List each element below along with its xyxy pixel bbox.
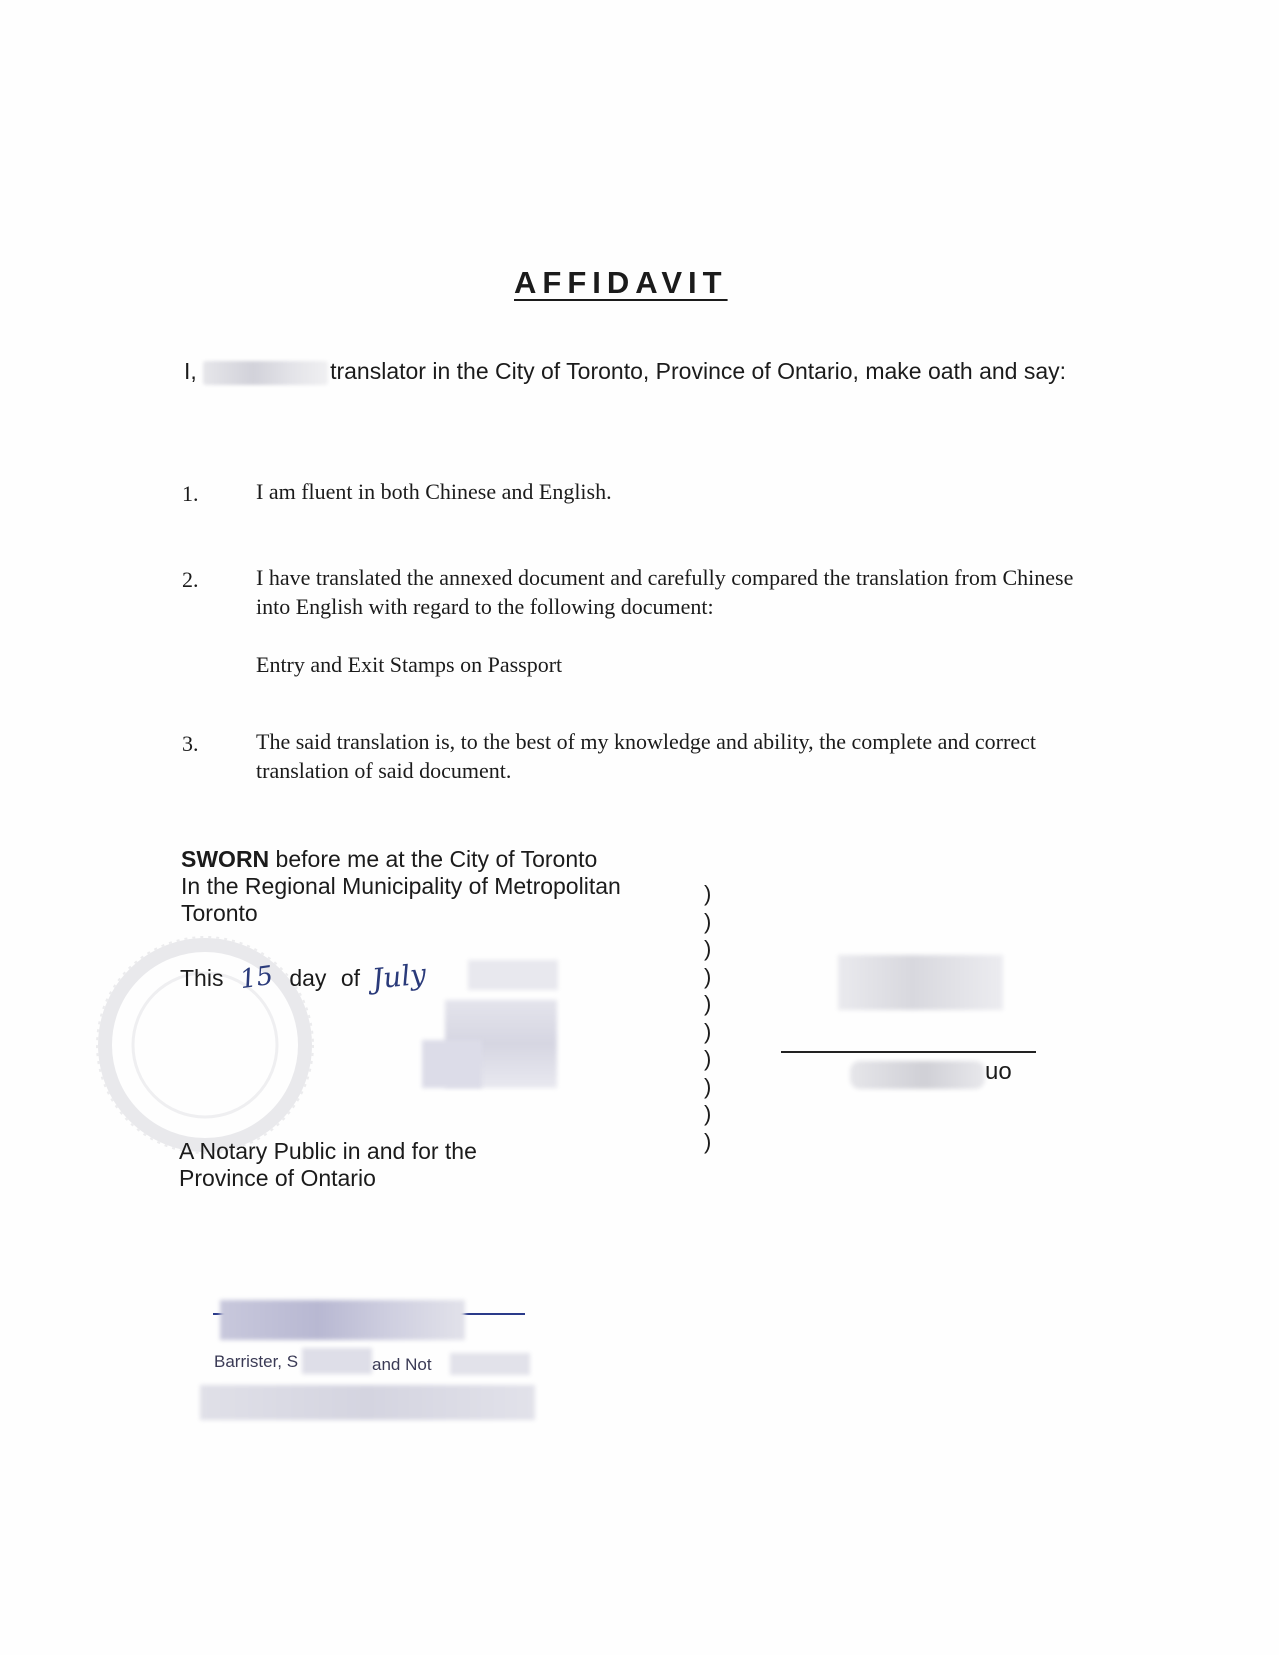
redacted-notary-signature	[468, 960, 558, 990]
item-text: The said translation is, to the best of my knowledge and ability, the complete and correct translation of said document.	[256, 729, 1036, 783]
item-text: I am fluent in both Chinese and English.	[256, 479, 612, 504]
this-label: This	[180, 965, 224, 991]
paren: )	[704, 991, 712, 1016]
translator-name-fragment: uo	[985, 1058, 1012, 1085]
handwritten-month: July	[370, 957, 428, 996]
of-label: of	[340, 965, 360, 991]
document-title: AFFIDAVIT	[514, 265, 728, 300]
notary-line1: A Notary Public in and for the	[179, 1138, 477, 1164]
parenthesis-column	[704, 880, 711, 1155]
redacted-stamp-text	[302, 1348, 372, 1374]
sworn-bold: SWORN	[181, 846, 270, 872]
sworn-block	[181, 846, 701, 927]
sworn-line1: before me at the City of Toronto	[269, 846, 598, 872]
paren: )	[704, 1018, 712, 1044]
date-line	[180, 957, 428, 996]
redacted-translator-name	[850, 1061, 985, 1089]
paren: )	[704, 908, 712, 934]
day-label: day	[289, 965, 327, 991]
paren: )	[704, 881, 712, 906]
signature-line	[781, 1051, 1036, 1053]
item-text: I have translated the annexed document and carefully compared the translation from Chinese into English with regard to the following document:	[256, 565, 1074, 619]
notary-block	[179, 1138, 579, 1192]
item-number: 3.	[182, 731, 199, 756]
redacted-name	[203, 361, 328, 385]
intro-text: translator in the City of Toronto, Province of Ontario, make oath and say:	[330, 358, 1067, 384]
paren: )	[704, 963, 712, 989]
paren: )	[704, 1128, 712, 1154]
redacted-translator-signature	[838, 955, 1003, 1010]
handwritten-day: 15	[237, 960, 275, 996]
item-number: 2.	[182, 567, 199, 592]
paren: )	[704, 936, 712, 961]
redacted-notary-signature	[422, 1040, 482, 1088]
paren: )	[704, 1073, 712, 1099]
document-name: Entry and Exit Stamps on Passport	[256, 652, 563, 677]
redacted-stamp-text	[450, 1353, 530, 1375]
notary-stamp-text: and Not	[372, 1355, 432, 1374]
intro-prefix: I,	[184, 358, 204, 384]
intro-paragraph	[184, 358, 1084, 385]
redacted-notary-stamp-name	[220, 1300, 465, 1340]
notary-stamp-text: Barrister, S	[214, 1352, 299, 1371]
redacted-stamp-text	[200, 1385, 535, 1420]
sworn-line3: Toronto	[181, 900, 258, 926]
notary-line2: Province of Ontario	[179, 1165, 376, 1191]
paren: )	[704, 1046, 712, 1071]
sworn-line2: In the Regional Municipality of Metropolitan	[181, 873, 621, 899]
paren: )	[704, 1101, 712, 1126]
item-number: 1.	[182, 481, 199, 506]
